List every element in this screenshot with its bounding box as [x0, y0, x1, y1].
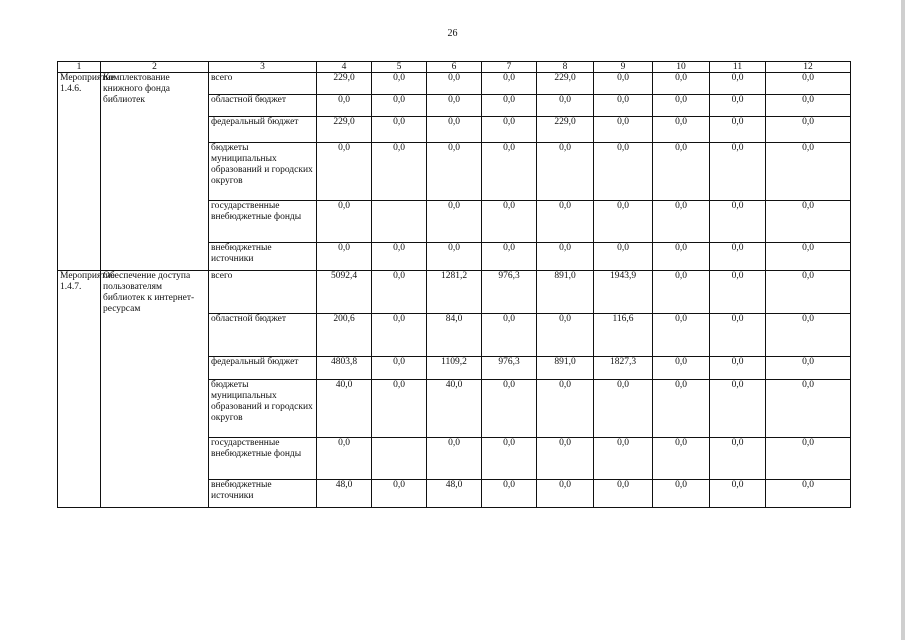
value-cell: 0,0	[766, 314, 851, 357]
value-cell: 0,0	[710, 143, 766, 201]
value-cell: 0,0	[427, 95, 482, 117]
value-cell: 0,0	[427, 143, 482, 201]
value-cell: 0,0	[594, 438, 653, 480]
value-cell: 116,6	[594, 314, 653, 357]
value-cell: 0,0	[537, 201, 594, 243]
value-cell: 0,0	[372, 73, 427, 95]
value-cell: 1281,2	[427, 271, 482, 314]
value-cell: 0,0	[372, 117, 427, 143]
column-number: 11	[710, 62, 766, 73]
value-cell: 0,0	[427, 438, 482, 480]
value-cell: 0,0	[372, 357, 427, 380]
column-number: 7	[482, 62, 537, 73]
funding-source: федеральный бюджет	[209, 357, 317, 380]
value-cell: 891,0	[537, 357, 594, 380]
value-cell: 40,0	[427, 380, 482, 438]
scan-edge	[901, 0, 905, 640]
budget-table	[57, 61, 851, 508]
value-cell: 0,0	[653, 357, 710, 380]
value-cell: 0,0	[710, 243, 766, 271]
measure-title: Обеспечение доступа пользователям библиотек к интернет-ресурсам	[101, 271, 209, 508]
column-number: 8	[537, 62, 594, 73]
column-number-row	[58, 62, 851, 73]
column-number: 1	[58, 62, 101, 73]
value-cell: 0,0	[766, 117, 851, 143]
value-cell: 229,0	[537, 73, 594, 95]
value-cell: 0,0	[710, 380, 766, 438]
value-cell: 229,0	[537, 117, 594, 143]
value-cell: 0,0	[482, 143, 537, 201]
value-cell: 229,0	[317, 117, 372, 143]
value-cell: 0,0	[427, 73, 482, 95]
value-cell: 0,0	[372, 95, 427, 117]
value-cell: 0,0	[710, 480, 766, 508]
value-cell: 0,0	[372, 271, 427, 314]
column-number: 9	[594, 62, 653, 73]
value-cell: 0,0	[537, 314, 594, 357]
value-cell: 0,0	[427, 243, 482, 271]
value-cell: 976,3	[482, 357, 537, 380]
value-cell: 0,0	[372, 480, 427, 508]
funding-source: государственные внебюджетные фонды	[209, 438, 317, 480]
value-cell: 1109,2	[427, 357, 482, 380]
value-cell: 0,0	[710, 201, 766, 243]
value-cell: 1943,9	[594, 271, 653, 314]
value-cell: 0,0	[653, 380, 710, 438]
value-cell: 0,0	[653, 438, 710, 480]
column-number: 10	[653, 62, 710, 73]
value-cell: 0,0	[710, 95, 766, 117]
value-cell: 0,0	[594, 95, 653, 117]
value-cell: 5092,4	[317, 271, 372, 314]
value-cell: 0,0	[482, 314, 537, 357]
value-cell: 0,0	[766, 357, 851, 380]
value-cell: 0,0	[766, 201, 851, 243]
value-cell: 0,0	[537, 438, 594, 480]
value-cell: 0,0	[594, 201, 653, 243]
funding-source: федеральный бюджет	[209, 117, 317, 143]
value-cell: 0,0	[653, 117, 710, 143]
value-cell	[372, 201, 427, 243]
value-cell: 4803,8	[317, 357, 372, 380]
value-cell: 0,0	[710, 438, 766, 480]
column-number: 2	[101, 62, 209, 73]
value-cell: 0,0	[317, 243, 372, 271]
value-cell: 0,0	[653, 480, 710, 508]
funding-source: внебюджетные источники	[209, 480, 317, 508]
table-row	[58, 73, 851, 95]
funding-source: внебюджетные источники	[209, 243, 317, 271]
funding-source: областной бюджет	[209, 95, 317, 117]
value-cell: 0,0	[372, 243, 427, 271]
value-cell: 0,0	[482, 95, 537, 117]
value-cell: 0,0	[537, 143, 594, 201]
value-cell: 0,0	[594, 143, 653, 201]
funding-source: бюджеты муниципальных образований и городских округов	[209, 380, 317, 438]
value-cell: 0,0	[653, 143, 710, 201]
value-cell: 0,0	[710, 314, 766, 357]
value-cell: 0,0	[710, 117, 766, 143]
value-cell: 0,0	[766, 95, 851, 117]
value-cell: 0,0	[653, 95, 710, 117]
value-cell: 0,0	[594, 380, 653, 438]
value-cell: 0,0	[766, 380, 851, 438]
value-cell: 0,0	[317, 95, 372, 117]
measure-code: Мероприятие 1.4.6.	[58, 73, 101, 271]
value-cell: 0,0	[594, 117, 653, 143]
value-cell: 48,0	[317, 480, 372, 508]
value-cell: 0,0	[427, 117, 482, 143]
value-cell: 0,0	[372, 143, 427, 201]
table-row	[58, 271, 851, 314]
value-cell: 0,0	[594, 243, 653, 271]
funding-source: государственные внебюджетные фонды	[209, 201, 317, 243]
value-cell: 229,0	[317, 73, 372, 95]
value-cell: 84,0	[427, 314, 482, 357]
value-cell: 0,0	[766, 143, 851, 201]
value-cell: 0,0	[482, 243, 537, 271]
value-cell: 0,0	[710, 357, 766, 380]
value-cell: 976,3	[482, 271, 537, 314]
value-cell: 0,0	[482, 73, 537, 95]
table-body	[58, 62, 851, 508]
value-cell: 0,0	[482, 438, 537, 480]
value-cell: 0,0	[594, 480, 653, 508]
value-cell: 0,0	[482, 117, 537, 143]
value-cell: 0,0	[766, 243, 851, 271]
value-cell: 0,0	[766, 438, 851, 480]
value-cell: 0,0	[372, 314, 427, 357]
value-cell: 0,0	[317, 143, 372, 201]
funding-source: всего	[209, 73, 317, 95]
column-number: 12	[766, 62, 851, 73]
value-cell: 0,0	[317, 438, 372, 480]
value-cell: 0,0	[653, 271, 710, 314]
measure-code: Мероприятие 1.4.7.	[58, 271, 101, 508]
value-cell: 0,0	[710, 73, 766, 95]
value-cell: 0,0	[537, 380, 594, 438]
column-number: 3	[209, 62, 317, 73]
value-cell: 0,0	[427, 201, 482, 243]
value-cell: 0,0	[766, 480, 851, 508]
value-cell: 0,0	[766, 73, 851, 95]
value-cell: 200,6	[317, 314, 372, 357]
column-number: 6	[427, 62, 482, 73]
value-cell: 40,0	[317, 380, 372, 438]
value-cell: 0,0	[482, 201, 537, 243]
value-cell: 0,0	[537, 95, 594, 117]
value-cell: 48,0	[427, 480, 482, 508]
value-cell: 1827,3	[594, 357, 653, 380]
column-number: 4	[317, 62, 372, 73]
value-cell: 0,0	[653, 243, 710, 271]
value-cell: 0,0	[653, 314, 710, 357]
page-number: 26	[447, 28, 458, 39]
value-cell: 0,0	[537, 243, 594, 271]
funding-source: бюджеты муниципальных образований и городских округов	[209, 143, 317, 201]
column-number: 5	[372, 62, 427, 73]
measure-title: Комплектование книжного фонда библиотек	[101, 73, 209, 271]
value-cell: 0,0	[317, 201, 372, 243]
value-cell: 0,0	[653, 73, 710, 95]
value-cell: 891,0	[537, 271, 594, 314]
funding-source: областной бюджет	[209, 314, 317, 357]
value-cell	[372, 438, 427, 480]
value-cell: 0,0	[653, 201, 710, 243]
value-cell: 0,0	[766, 271, 851, 314]
value-cell: 0,0	[482, 380, 537, 438]
value-cell: 0,0	[372, 380, 427, 438]
value-cell: 0,0	[710, 271, 766, 314]
value-cell: 0,0	[482, 480, 537, 508]
value-cell: 0,0	[594, 73, 653, 95]
funding-source: всего	[209, 271, 317, 314]
value-cell: 0,0	[537, 480, 594, 508]
